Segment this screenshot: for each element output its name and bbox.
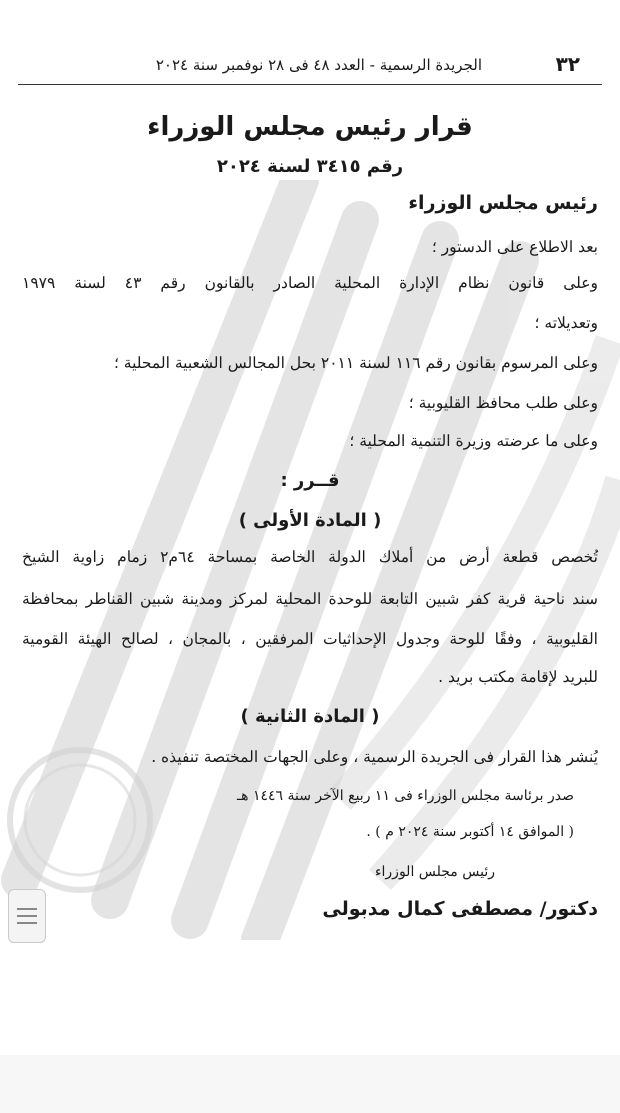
article-1-line: للبريد لإقامة مكتب بريد . (438, 668, 598, 686)
menu-icon (17, 922, 37, 924)
preamble-line: وعلى قانون نظام الإدارة المحلية الصادر بالقانون رقم ٤٣ لسنة ١٩٧٩ (22, 274, 598, 292)
article-2-heading: ( المادة الثانية ) (240, 706, 380, 727)
menu-icon (17, 915, 37, 917)
menu-button[interactable] (8, 889, 46, 943)
preamble-line: وعلى المرسوم بقانون رقم ١١٦ لسنة ٢٠١١ بحل المجالس الشعبية المحلية ؛ (113, 354, 598, 372)
signer-role: رئيس مجلس الوزراء (374, 864, 495, 880)
publication-info: الجريدة الرسمية - العدد ٤٨ فى ٢٨ نوفمبر سنة ٢٠٢٤ (155, 56, 482, 74)
page-header (18, 50, 602, 85)
issued-date-gregorian: ( الموافق ١٤ أكتوبر سنة ٢٠٢٤ م ) . (366, 824, 574, 840)
page-number: ٣٢ (555, 52, 580, 76)
decided-heading: قــرر : (280, 470, 340, 491)
preamble-line: وعلى طلب محافظ القليوبية ؛ (408, 394, 598, 412)
preamble-line: بعد الاطلاع على الدستور ؛ (431, 238, 598, 256)
issued-date: صدر برئاسة مجلس الوزراء فى ١١ ربيع الآخر سنة ١٤٤٦ هـ (237, 788, 574, 804)
decree-number: رقم ٣٤١٥ لسنة ٢٠٢٤ (216, 156, 404, 177)
article-1-line: تُخصص قطعة أرض من أملاك الدولة الخاصة بمساحة ٦٤م٢ زمام زاوية الشيخ (22, 548, 598, 566)
article-1-heading: ( المادة الأولى ) (238, 510, 382, 531)
issuer-heading: رئيس مجلس الوزراء (408, 192, 598, 214)
article-1-line: سند ناحية قرية كفر شبين التابعة للوحدة المحلية لمركز ومدينة شبين القناطر بمحافظة (22, 590, 598, 608)
preamble-line: وتعديلاته ؛ (534, 314, 598, 332)
bottom-bar (0, 1055, 620, 1113)
menu-icon (17, 908, 37, 910)
signer-name: دكتور/ مصطفى كمال مدبولى (322, 898, 598, 920)
preamble-line: وعلى ما عرضته وزيرة التنمية المحلية ؛ (349, 432, 598, 450)
decree-title: قرار رئيس مجلس الوزراء (147, 112, 473, 142)
article-1-line: القليوبية ، وفقًا للوحة وجدول الإحداثيات المرفقين ، بالمجان ، لصالح الهيئة القومية (22, 630, 598, 648)
article-2-line: يُنشر هذا القرار فى الجريدة الرسمية ، وعلى الجهات المختصة تنفيذه . (151, 748, 598, 766)
